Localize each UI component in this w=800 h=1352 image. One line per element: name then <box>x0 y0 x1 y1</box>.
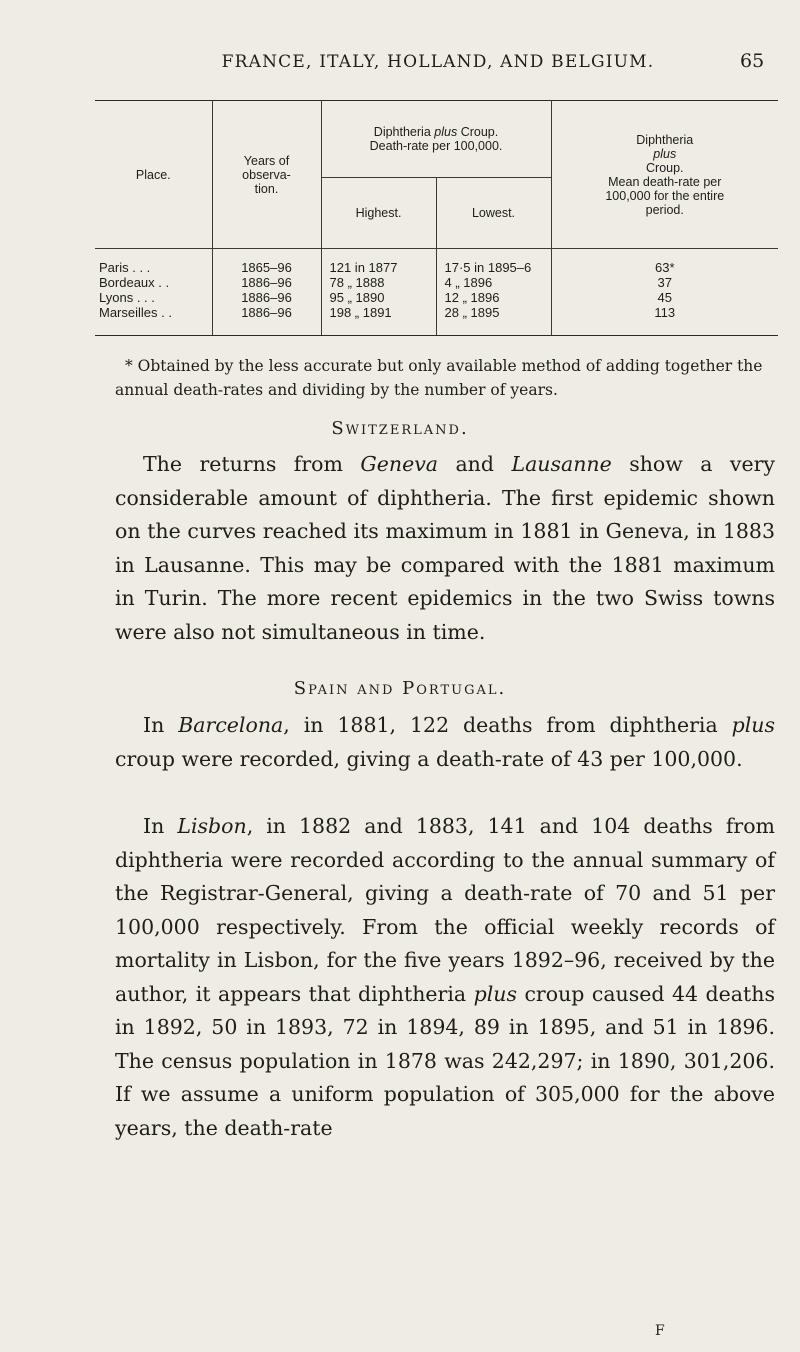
col-header-highest: Highest. <box>321 178 436 249</box>
cell-place: Lyons . . . <box>99 290 155 305</box>
col-header-death-rate <box>321 101 551 178</box>
header-text: Diphtheria <box>636 132 694 147</box>
table-row <box>95 249 778 277</box>
cell-mean: 63* <box>551 249 778 277</box>
cell-highest: 198 „ 1891 <box>321 306 436 336</box>
cell-years: 1886–96 <box>212 291 321 306</box>
cell-mean: 45 <box>551 291 778 306</box>
paragraph-switzerland <box>115 448 775 649</box>
text-run: , in 1882 and 1883, 141 and 104 deaths from diphtheria were recorded according to the annual summary of the Registrar-General, giving a death-rate of 70 and 51 per 100,000 respectively. From the official weekly records of mortality in Lisbon, for the five years 1892–96, received by the author, it appears that diphtheria <box>115 814 775 1006</box>
header-line: period. <box>645 202 684 217</box>
cell-lowest: 28 „ 1895 <box>436 306 551 336</box>
diphtheria-table <box>95 100 778 336</box>
text-run: and <box>438 452 512 476</box>
cell-mean: 113 <box>551 306 778 336</box>
header-italic: plus <box>434 125 458 139</box>
header-italic: plus <box>653 146 677 161</box>
header-line <box>556 133 775 175</box>
text-run: In <box>143 713 179 737</box>
table-row <box>95 276 778 291</box>
cell-years: 1886–96 <box>212 306 321 336</box>
italic-plus: plus <box>731 713 775 737</box>
table-footnote: * Obtained by the less accurate but only available method of adding together the annual death-rates and dividing by the number of years. <box>115 357 763 399</box>
cell-years: 1886–96 <box>212 276 321 291</box>
cell-highest: 95 „ 1890 <box>321 291 436 306</box>
header-text: Croup. <box>646 160 684 175</box>
text-run: croup were recorded, giving a death-rate of 43 per 100,000. <box>115 746 743 771</box>
text-run: , in 1881, 122 deaths from diphtheria <box>283 713 732 737</box>
cell-lowest: 12 „ 1896 <box>436 291 551 306</box>
paragraph-barcelona <box>115 709 775 776</box>
col-header-years-line: Years of <box>243 153 290 168</box>
header-line: Mean death-rate per <box>608 174 722 189</box>
header-text: Croup. <box>460 125 499 139</box>
cell-highest: 78 „ 1888 <box>321 276 436 291</box>
text-run: show a very considerable amount of diphtheria. The first epidemic shown on the curves reached its maximum in 1881 in Geneva, in 1883 in Lausanne. This may be compared with the 1881 maximum in Turin. The more recent epidemics in the two Swiss towns were also not simultaneous in time. <box>115 452 776 644</box>
text-run: In <box>143 814 178 838</box>
cell-place: Bordeaux . . <box>99 275 170 290</box>
text-run: croup caused 44 deaths in 1892, 50 in 1893, 72 in 1894, 89 in 1895, and 51 in 1896. The census population in 1878 was 242,297; in 1890, 301,206. If we assume a uniform population of 305,000 for the above years, the death-rate <box>115 981 775 1140</box>
table-row <box>95 291 778 306</box>
place-lisbon: Lisbon <box>177 814 247 838</box>
place-geneva: Geneva <box>360 452 439 476</box>
cell-mean: 37 <box>551 276 778 291</box>
cell-highest: 121 in 1877 <box>321 249 436 277</box>
text-run: The returns from <box>143 452 361 476</box>
signature-mark: F <box>655 1323 665 1339</box>
place-lausanne: Lausanne <box>511 452 612 476</box>
col-header-years-line: observa- <box>242 167 291 182</box>
col-header-lowest: Lowest. <box>436 178 551 249</box>
cell-years: 1865–96 <box>212 249 321 277</box>
cell-lowest: 17·5 in 1895–6 <box>436 249 551 277</box>
cell-place: Paris . . . <box>99 260 151 275</box>
col-header-years-line: tion. <box>254 181 279 196</box>
italic-plus: plus <box>473 981 517 1006</box>
header-text: Diphtheria <box>373 125 431 139</box>
running-head: FRANCE, ITALY, HOLLAND, AND BELGIUM. <box>221 52 655 72</box>
table-row <box>95 306 778 336</box>
heading-spain-portugal: Spain and Portugal. <box>293 678 507 699</box>
header-text: Death-rate per 100,000. <box>369 139 503 153</box>
col-header-years <box>212 101 321 249</box>
cell-place: Marseilles . . <box>95 306 212 336</box>
cell-lowest: 4 „ 1896 <box>436 276 551 291</box>
col-header-mean-rate <box>551 101 778 249</box>
header-line: 100,000 for the entire <box>605 188 725 203</box>
paragraph-lisbon <box>115 810 775 1145</box>
heading-switzerland: Switzerland. <box>331 418 469 439</box>
col-header-place: Place. <box>95 101 212 249</box>
page-number: 65 <box>740 50 765 72</box>
place-barcelona: Barcelona <box>178 713 284 737</box>
